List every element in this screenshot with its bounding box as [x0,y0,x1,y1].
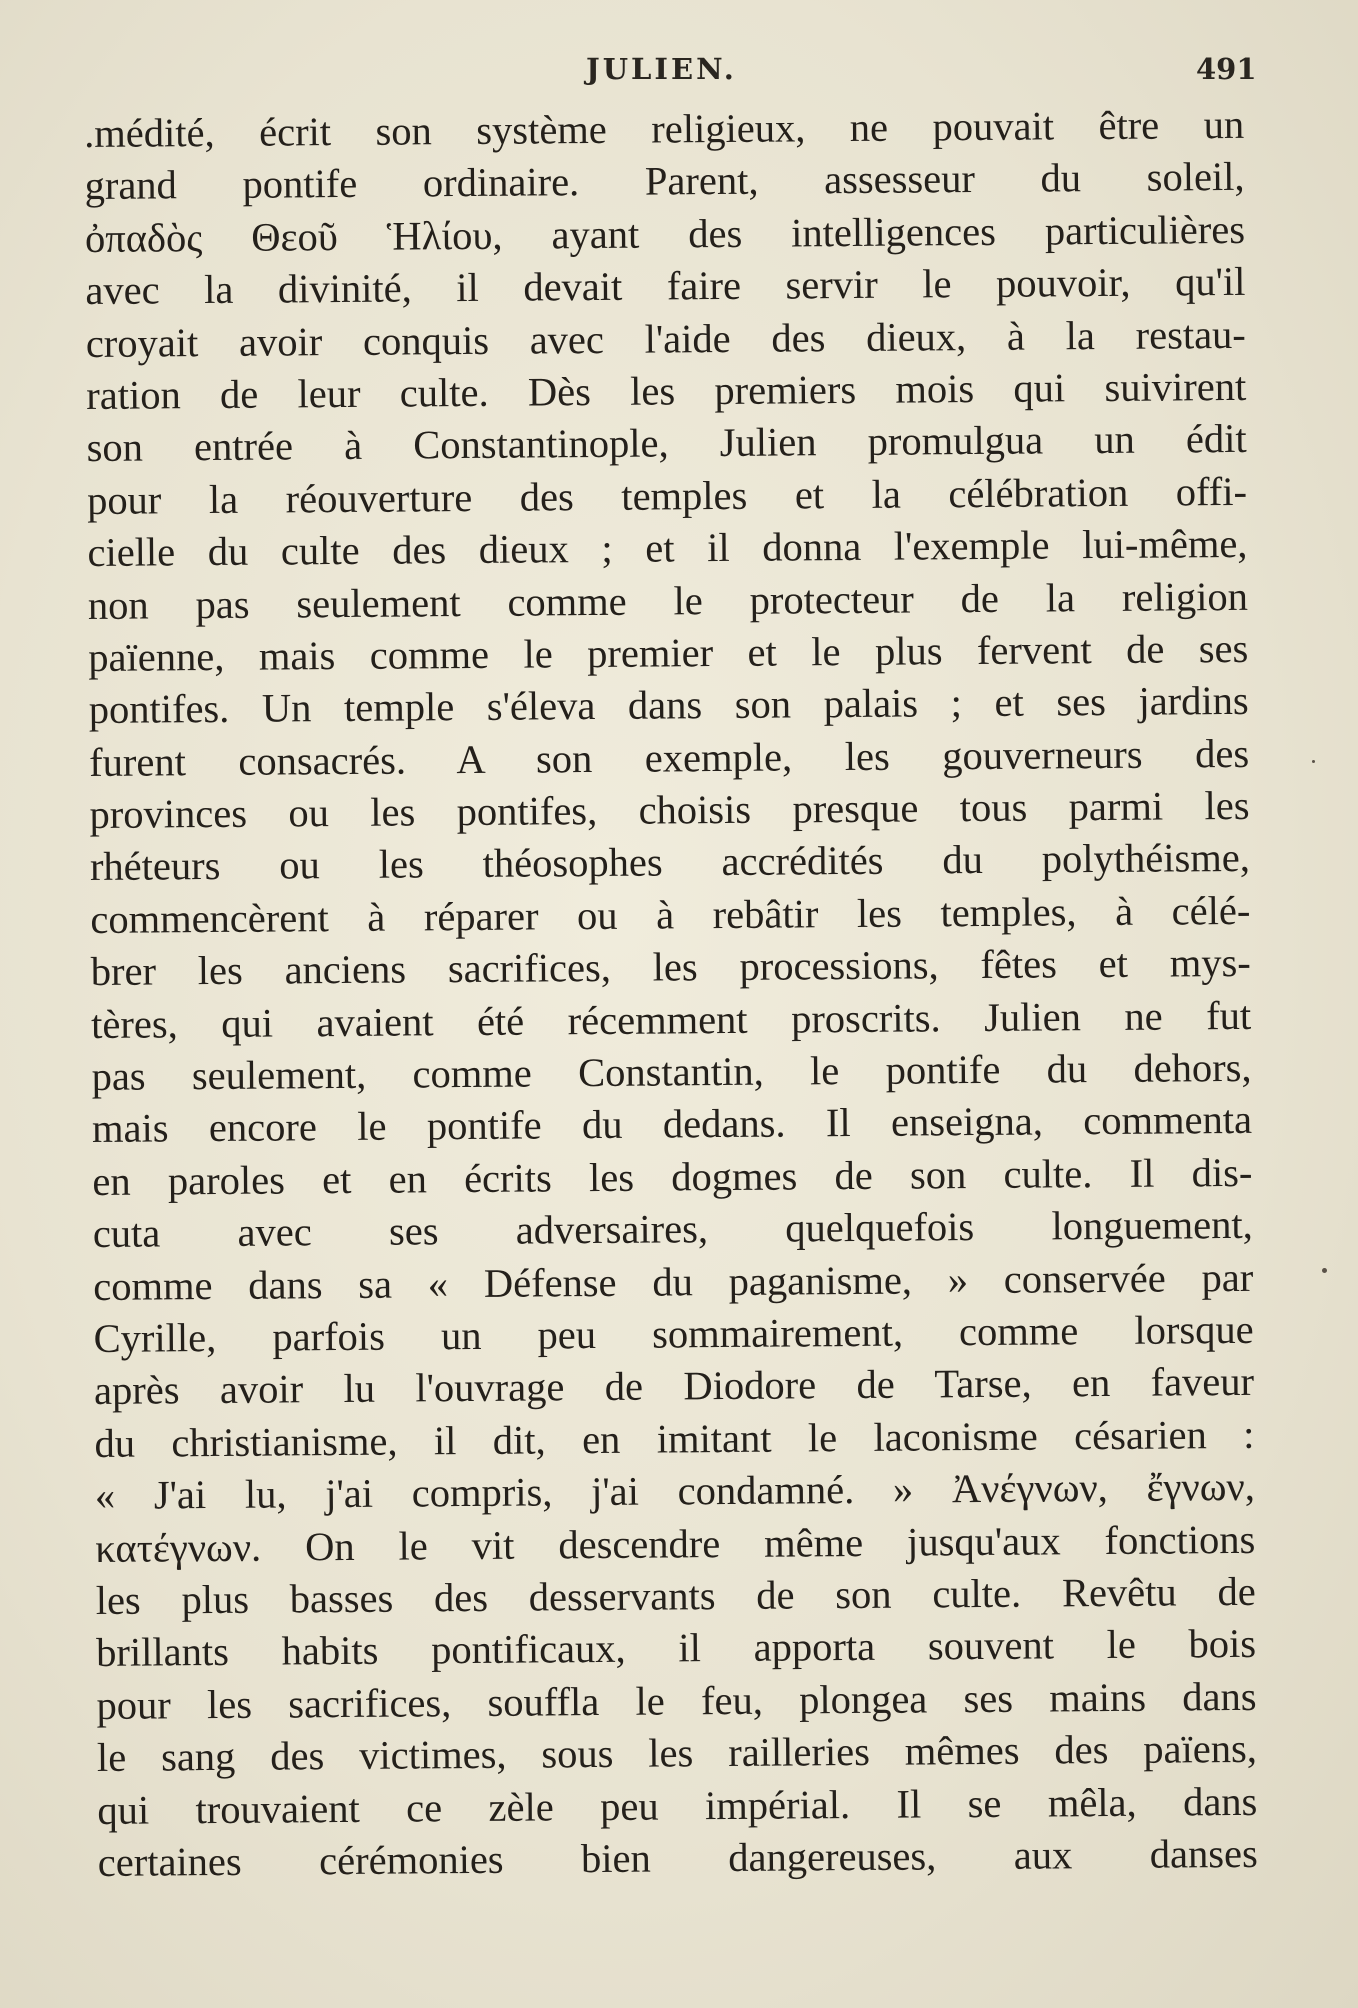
text-line: brer les anciens sacrifices, les processions, fêtes et mys- [90,940,1251,995]
text-line: après avoir lu l'ouvrage de Diodore de Tarse, en faveur [93,1359,1255,1414]
text-line: rhéteurs ou les théosophes accrédités du polythéisme, [89,835,1251,890]
text-line: pontifes. Un temple s'éleva dans son palais ; et ses jardins [88,678,1249,733]
text-line: mais encore le pontife du dedans. Il enseigna, commenta [91,1097,1253,1152]
text-line: le sang des victimes, sous les railleries mêmes des païens, [96,1725,1258,1781]
text-line: tères, qui avaient été récemment proscrits. Julien ne fut [91,992,1252,1047]
text-line: brillants habits pontificaux, il apporta souvent le bois [95,1621,1257,1676]
text-line: pour la réouverture des temples et la célébration offi- [86,468,1248,523]
text-line: païenne, mais comme le premier et le plus fervent de ses [88,625,1249,680]
text-line: « J'ai lu, j'ai compris, j'ai condamné. » Ἀνέγνων, ἔγνων, [94,1464,1256,1519]
text-line: croyait avoir conquis avec l'aide des dieux, à la restau- [85,311,1246,366]
text-line: pas seulement, comme Constantin, le pontife du dehors, [91,1044,1252,1100]
text-line: grand pontife ordinaire. Parent, assesseur du soleil, [84,154,1245,209]
text-line: qui trouvaient ce zèle peu impérial. Il se mêla, dans [97,1778,1258,1833]
text-line: ὀπαδὸς Θεοῦ Ἡλίου, ayant des intelligences particulières [84,206,1246,261]
text-line: non pas seulement comme le protecteur de la religion [87,573,1249,628]
text-line: avec la divinité, il devait faire servir le pouvoir, qu'il [85,259,1246,314]
text-line: les plus basses des desservants de son culte. Revêtu de [95,1568,1256,1623]
running-head [0,52,1358,96]
text-line: .médité, écrit son système religieux, ne pouvait être un [84,101,1245,156]
text-line: ration de leur culte. Dès les premiers mois qui suivirent [86,363,1247,418]
text-line: furent consacrés. A son exemple, les gouverneurs des [88,730,1250,785]
text-line: commencèrent à réparer ou à rebâtir les temples, à célé- [90,887,1251,942]
text-line: en paroles et en écrits les dogmes de son culte. Il dis- [92,1149,1253,1204]
text-line: κατέγνων. On le vit descendre même jusqu'aux fonctions [95,1516,1256,1571]
text-line: son entrée à Constantinople, Julien promulgua un édit [86,416,1247,471]
text-line: du christianisme, il dit, en imitant le laconisme césarien : [94,1411,1255,1466]
text-line: cielle du culte des dieux ; et il donna l'exemple lui-même, [87,521,1248,576]
text-line: provinces ou les pontifes, choisis presque tous parmi les [89,782,1250,838]
ink-speck [1312,760,1315,763]
text-line: comme dans sa « Défense du paganisme, » conservée par [93,1254,1254,1309]
running-head-title: JULIEN. [586,52,737,86]
ink-speck [1322,1268,1327,1273]
text-line: Cyrille, parfois un peu sommairement, comme lorsque [93,1306,1254,1361]
text-line: cuta avec ses adversaires, quelquefois longuement, [92,1202,1253,1257]
body-text [84,99,1258,1889]
page-number: 491 [1196,52,1257,86]
text-line: pour les sacrifices, souffla le feu, plongea ses mains dans [96,1673,1257,1728]
text-line: certaines cérémonies bien dangereuses, aux danses [97,1830,1258,1885]
